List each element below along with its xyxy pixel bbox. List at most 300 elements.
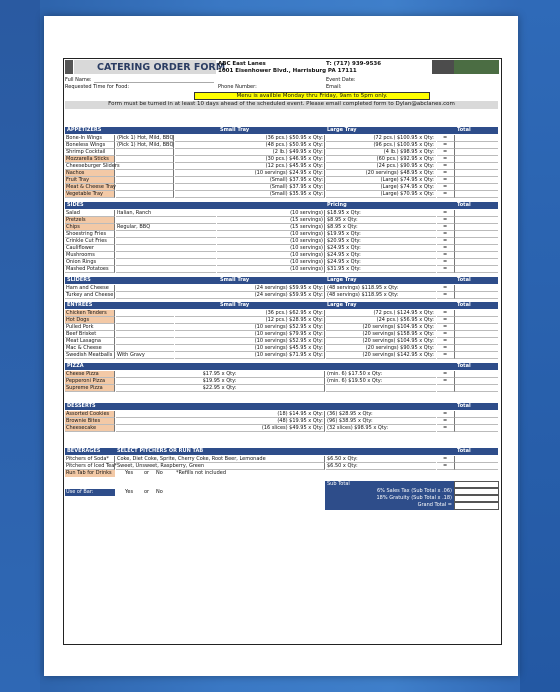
appetizers-col3-header: Large Tray	[327, 127, 357, 133]
sides-price-cell	[326, 259, 436, 266]
run-tab-yes-option: Yes	[125, 470, 134, 476]
desserts-small-value: (48) $19.95 x Qty:	[277, 418, 323, 424]
sides-equals-sign: =	[443, 217, 448, 223]
desserts-large-cell	[326, 411, 436, 418]
entrees-equals-sign: =	[443, 345, 448, 351]
entrees-item-name: Chicken Tenders	[66, 310, 107, 316]
sides-price-value: $24.95 x Qty:	[327, 245, 361, 251]
appetizers-large-cell	[326, 191, 436, 198]
entrees-large-cell	[326, 338, 436, 345]
entrees-opt-cell	[116, 324, 174, 331]
desserts-item-name-cell	[65, 425, 115, 432]
pizza-large-cell	[326, 385, 436, 392]
beverages-opt-cell	[116, 456, 325, 463]
entrees-item-name: Swedish Meatballs	[66, 352, 113, 358]
sides-equals-sign: =	[443, 259, 448, 265]
desserts-equals-sign: =	[443, 425, 448, 431]
appetizers-total-input[interactable]	[455, 142, 498, 149]
section-header-pizza	[65, 363, 498, 370]
sides-opt-cell	[116, 266, 216, 273]
desserts-title: DESSERTS	[67, 403, 96, 409]
grand-total-label: Grand Total =	[417, 502, 452, 508]
sliders-large-cell	[326, 285, 436, 292]
phone-number-label: Phone Number:	[218, 84, 257, 90]
desserts-small-cell	[116, 411, 325, 418]
sides-price-cell	[326, 231, 436, 238]
entrees-equals-cell	[437, 352, 455, 359]
menu-notice-banner	[194, 92, 430, 100]
entrees-item-name-cell	[65, 331, 115, 338]
entrees-equals-cell	[437, 317, 455, 324]
appetizers-equals-cell	[437, 149, 455, 156]
section-header-sides	[65, 202, 498, 209]
sides-price-cell	[326, 210, 436, 217]
background-right	[520, 0, 560, 692]
beverages-row	[65, 463, 498, 470]
entrees-opt-value: With Gravy	[117, 352, 145, 358]
desserts-equals-sign: =	[443, 411, 448, 417]
entrees-equals-cell	[437, 338, 455, 345]
appetizers-equals-cell	[437, 177, 455, 184]
sides-item-name-cell	[65, 252, 115, 259]
appetizers-opt-cell	[116, 170, 174, 177]
appetizers-total-input[interactable]	[455, 135, 498, 142]
appetizers-small-value: (30 pcs.) $46.95 x Qty:	[265, 156, 323, 162]
sides-total-input[interactable]	[455, 266, 498, 273]
desserts-small-cell	[116, 425, 325, 432]
appetizers-equals-cell	[437, 170, 455, 177]
event-date-label: Event Date:	[326, 77, 356, 83]
section-header-beverages	[65, 448, 498, 455]
entrees-item-name: Meat Lasagna	[66, 338, 101, 344]
entrees-item-name: Pulled Pork	[66, 324, 94, 330]
sides-item-name-cell	[65, 224, 115, 231]
sides-item-name-cell	[65, 210, 115, 217]
sides-price-value: $8.95 x Qty:	[327, 217, 358, 223]
pizza-item-name-cell	[65, 371, 115, 378]
entrees-total-input[interactable]	[455, 338, 498, 345]
full-name-label: Full Name:	[65, 77, 92, 83]
appetizers-small-value: (2 lb.) $49.95 x Qty:	[272, 149, 323, 155]
pizza-item-name-cell	[65, 378, 115, 385]
entrees-total-input[interactable]	[455, 345, 498, 352]
desserts-item-name: Assorted Cookies	[66, 411, 110, 417]
pizza-small-cell	[116, 371, 325, 378]
sides-equals-cell	[437, 231, 455, 238]
appetizers-small-cell	[175, 191, 325, 198]
appetizers-equals-cell	[437, 142, 455, 149]
pizza-total-input[interactable]	[455, 371, 498, 378]
sides-serv-value: (15 servings)	[290, 217, 323, 223]
sliders-row	[65, 285, 498, 292]
sides-serv-value: (10 servings)	[290, 252, 323, 258]
sides-opt-cell	[116, 210, 216, 217]
sides-total-input[interactable]	[455, 238, 498, 245]
sides-serv-value: (10 servings)	[290, 238, 323, 244]
totals-label-block	[325, 481, 454, 510]
appetizers-equals-sign: =	[443, 170, 448, 176]
entrees-total-input[interactable]	[455, 310, 498, 317]
appetizers-small-value: (Small) $35.95 x Qty:	[269, 191, 323, 197]
tax-value-field[interactable]	[454, 488, 499, 495]
requested-time-label: Requested Time for Food:	[65, 84, 130, 90]
appetizers-small-value: (10 servings) $24.95 x Qty:	[254, 170, 323, 176]
appetizers-opt-cell	[116, 191, 174, 198]
venue-address: 1001 Eisenhower Blvd., Harrisburg PA 17111	[218, 68, 357, 74]
appetizers-row	[65, 177, 498, 184]
pizza-small-cell	[116, 378, 325, 385]
appetizers-large-cell	[326, 170, 436, 177]
entrees-item-name: Beef Brisket	[66, 331, 97, 337]
sides-price-value: $20.95 x Qty:	[327, 238, 361, 244]
appetizers-large-cell	[326, 163, 436, 170]
appetizers-opt-cell	[116, 142, 174, 149]
pizza-small-cell	[116, 385, 325, 392]
entrees-large-value: (20 servings) $104.95 x Qty:	[362, 324, 434, 330]
venue-name: ABC East Lanes	[218, 61, 266, 67]
sides-total-input[interactable]	[455, 231, 498, 238]
sides-item-name: Pretzels	[66, 217, 86, 223]
sliders-total-input[interactable]	[455, 292, 498, 299]
section-header-entrees	[65, 302, 498, 309]
sliders-small-cell	[116, 292, 325, 299]
desserts-large-value: (36) $28.95 x Qty:	[327, 411, 373, 417]
appetizers-small-cell	[175, 184, 325, 191]
appetizers-row	[65, 156, 498, 163]
appetizers-item-name: Meat & Cheese Tray	[66, 184, 116, 190]
appetizers-item-name: Mozzarella Sticks	[66, 156, 109, 162]
sliders-large-value: (48 servings) $118.95 x Qty:	[327, 285, 399, 291]
sides-opt-value: Italian, Ranch	[117, 210, 152, 216]
entrees-total-header: Total	[457, 302, 471, 308]
header-green-block	[454, 60, 499, 74]
sides-serv-value: (10 servings)	[290, 266, 323, 272]
sides-opt-cell	[116, 252, 216, 259]
entrees-small-cell	[175, 345, 325, 352]
desserts-total-input[interactable]	[455, 411, 498, 418]
appetizers-total-input[interactable]	[455, 177, 498, 184]
sides-price-cell	[326, 252, 436, 259]
appetizers-equals-cell	[437, 135, 455, 142]
pizza-total-input[interactable]	[455, 385, 498, 392]
appetizers-equals-sign: =	[443, 156, 448, 162]
sides-price-value: $24.95 x Qty:	[327, 259, 361, 265]
sides-total-input[interactable]	[455, 245, 498, 252]
sides-item-name-cell	[65, 217, 115, 224]
sides-serv-value: (10 servings)	[290, 231, 323, 237]
beverages-equals-cell	[437, 463, 455, 470]
appetizers-item-name: Nachos	[66, 170, 85, 176]
appetizers-item-name-cell	[65, 170, 115, 177]
appetizers-total-input[interactable]	[455, 184, 498, 191]
sides-opt-cell	[116, 238, 216, 245]
sides-total-input[interactable]	[455, 224, 498, 231]
pizza-total-header: Total	[457, 363, 471, 369]
appetizers-equals-sign: =	[443, 149, 448, 155]
pizza-small-value: $22.95 x Qty:	[202, 385, 237, 391]
advance-notice-banner	[65, 101, 498, 109]
sides-equals-sign: =	[443, 224, 448, 230]
beverages-total-header: Total	[457, 448, 471, 454]
sliders-equals-cell	[437, 292, 455, 299]
appetizers-total-input[interactable]	[455, 156, 498, 163]
appetizers-item-name-cell	[65, 177, 115, 184]
entrees-small-value: (36 pcs.) $62.95 x Qty:	[265, 310, 323, 316]
entrees-large-cell	[326, 324, 436, 331]
header-dark-block-2	[432, 60, 454, 74]
sliders-total-header: Total	[457, 277, 471, 283]
appetizers-opt-value: (Pick 1) Hot, Mild, BBQ	[117, 135, 174, 141]
desserts-equals-cell	[437, 411, 455, 418]
use-of-bar-label-cell	[65, 489, 115, 496]
entrees-equals-cell	[437, 345, 455, 352]
pizza-equals-cell	[437, 385, 455, 392]
desserts-row	[65, 418, 498, 425]
venue-phone: T: (717) 939-9536	[326, 61, 382, 67]
entrees-total-input[interactable]	[455, 352, 498, 359]
entrees-title: ENTREES	[67, 302, 93, 308]
beverages-row	[65, 456, 498, 463]
pizza-large-cell	[326, 371, 436, 378]
appetizers-small-cell	[175, 156, 325, 163]
section-header-sliders	[65, 277, 498, 284]
beverages-opt-value: Sweet, Unsweet, Raspberry, Green	[117, 463, 205, 469]
appetizers-opt-cell	[116, 184, 174, 191]
entrees-large-cell	[326, 310, 436, 317]
sides-item-name: Mashed Potatoes	[66, 266, 109, 272]
appetizers-small-value: (Small) $37.95 x Qty:	[269, 184, 323, 190]
appetizers-small-cell	[175, 163, 325, 170]
full-name-field[interactable]	[94, 82, 214, 83]
sides-row	[65, 217, 498, 224]
sides-item-name: Shoestring Fries	[66, 231, 107, 237]
pizza-item-name: Pepperoni Pizza	[66, 378, 106, 384]
pizza-large-cell	[326, 378, 436, 385]
sides-serv-cell	[217, 252, 325, 259]
beverages-title: BEVERAGES	[67, 448, 101, 454]
pizza-total-input[interactable]	[455, 378, 498, 385]
entrees-large-value: (20 servings) $104.95 x Qty:	[362, 338, 434, 344]
appetizers-item-name-cell	[65, 163, 120, 170]
pizza-small-value: $17.95 x Qty:	[202, 371, 237, 377]
entrees-opt-cell	[116, 352, 174, 359]
appetizers-equals-cell	[437, 184, 455, 191]
sliders-col2-header: Small Tray	[220, 277, 250, 283]
entrees-small-cell	[175, 310, 325, 317]
beverages-price-cell	[326, 463, 436, 470]
section-header-appetizers	[65, 127, 498, 134]
beverages-item-name-cell	[65, 463, 115, 470]
appetizers-small-value: (12 pcs.) $45.95 x Qty:	[265, 163, 323, 169]
sides-row	[65, 210, 498, 217]
sliders-item-name: Turkey and Cheese	[66, 292, 114, 298]
entrees-total-input[interactable]	[455, 317, 498, 324]
appetizers-item-name: Cheeseburger Sliders	[66, 163, 120, 169]
sides-serv-cell	[217, 224, 325, 231]
sides-item-name: Onion Rings	[66, 259, 97, 265]
sides-equals-cell	[437, 210, 455, 217]
entrees-col2-header: Small Tray	[220, 302, 250, 308]
appetizers-total-input[interactable]	[455, 191, 498, 198]
sides-total-input[interactable]	[455, 210, 498, 217]
paper-sheet	[44, 16, 518, 676]
desserts-large-value: (96) $38.95 x Qty:	[327, 418, 373, 424]
sides-price-value: $8.95 x Qty:	[327, 224, 358, 230]
appetizers-large-value: (20 servings) $48.95 x Qty:	[365, 170, 434, 176]
beverages-equals-sign: =	[443, 463, 448, 469]
sides-item-name: Cauliflower	[66, 245, 94, 251]
appetizers-equals-sign: =	[443, 184, 448, 190]
entrees-small-value: (10 servings) $52.95 x Qty:	[254, 338, 323, 344]
appetizers-large-value: (4 lb.) $98.95 x Qty:	[383, 149, 434, 155]
sides-equals-cell	[437, 266, 455, 273]
sliders-equals-sign: =	[443, 292, 448, 298]
entrees-small-value: (12 pcs.) $28.95 x Qty:	[265, 317, 323, 323]
appetizers-total-input[interactable]	[455, 163, 498, 170]
beverages-item-name: Pitchers of Iced Tea*	[66, 463, 117, 469]
sides-serv-value: (15 servings)	[290, 224, 323, 230]
pizza-large-value: (min. 6) $19.50 x Qty:	[327, 378, 383, 384]
sides-serv-cell	[217, 210, 325, 217]
desserts-item-name-cell	[65, 418, 115, 425]
bar-or: or	[144, 489, 150, 495]
appetizers-small-cell	[175, 149, 325, 156]
refills-note: *Refills not included	[176, 470, 227, 476]
appetizers-equals-cell	[437, 163, 455, 170]
entrees-small-value: (10 servings) $52.95 x Qty:	[254, 324, 323, 330]
sides-row	[65, 245, 498, 252]
sides-equals-sign: =	[443, 252, 448, 258]
appetizers-small-cell	[175, 135, 325, 142]
appetizers-item-name: Bone-In Wings	[66, 135, 102, 141]
appetizers-row	[65, 142, 498, 149]
gratuity-value-field[interactable]	[454, 495, 499, 502]
beverages-total-input[interactable]	[455, 456, 498, 463]
sides-item-name-cell	[65, 259, 115, 266]
appetizers-total-input[interactable]	[455, 149, 498, 156]
run-tab-or: or	[144, 470, 150, 476]
entrees-item-name: Mac & Cheese	[66, 345, 102, 351]
entrees-large-cell	[326, 331, 436, 338]
sides-col3-header: Pricing	[327, 202, 347, 208]
menu-notice-text: Menu is availble Monday thru Friday, 9am to 5pm only.	[236, 93, 388, 99]
appetizers-row	[65, 135, 498, 142]
entrees-large-cell	[326, 352, 436, 359]
grand-total-field[interactable]	[454, 502, 499, 510]
desserts-small-cell	[116, 418, 325, 425]
appetizers-large-value: (72 pcs.) $100.95 x Qty:	[373, 135, 434, 141]
sides-serv-cell	[217, 238, 325, 245]
run-tab-label-cell	[65, 470, 115, 477]
entrees-equals-cell	[437, 324, 455, 331]
appetizers-large-value: (Large) $74.95 x Qty:	[380, 184, 434, 190]
sides-row	[65, 252, 498, 259]
pizza-title: PIZZA	[67, 363, 84, 369]
entrees-item-name-cell	[65, 310, 115, 317]
entrees-equals-sign: =	[443, 331, 448, 337]
email-label: Email:	[326, 84, 342, 90]
desserts-item-name-cell	[65, 411, 115, 418]
entrees-total-input[interactable]	[455, 331, 498, 338]
sides-price-value: $24.95 x Qty:	[327, 252, 361, 258]
sliders-equals-cell	[437, 285, 455, 292]
sides-opt-cell	[116, 224, 216, 231]
entrees-small-cell	[175, 317, 325, 324]
appetizers-large-cell	[326, 142, 436, 149]
entrees-opt-cell	[116, 317, 174, 324]
sides-price-value: $19.95 x Qty:	[327, 231, 361, 237]
entrees-large-value: (20 servings) $158.95 x Qty:	[362, 331, 434, 337]
sliders-total-input[interactable]	[455, 285, 498, 292]
appetizers-small-cell	[175, 177, 325, 184]
appetizers-equals-sign: =	[443, 142, 448, 148]
appetizers-large-value: (24 pcs.) $90.95 x Qty:	[376, 163, 434, 169]
title-box	[74, 60, 226, 74]
entrees-small-cell	[175, 324, 325, 331]
desserts-large-cell	[326, 418, 436, 425]
appetizers-opt-cell	[116, 135, 174, 142]
desserts-item-name: Cheesecake	[66, 425, 97, 431]
appetizers-equals-sign: =	[443, 135, 448, 141]
desserts-total-input[interactable]	[455, 418, 498, 425]
pizza-item-name: Supreme Pizza	[66, 385, 103, 391]
appetizers-large-cell	[326, 135, 436, 142]
appetizers-large-value: (Large) $74.95 x Qty:	[380, 177, 434, 183]
beverages-total-input[interactable]	[455, 463, 498, 470]
sliders-large-cell	[326, 292, 436, 299]
appetizers-opt-cell	[116, 149, 174, 156]
appetizers-row	[65, 170, 498, 177]
pizza-small-value: $19.95 x Qty:	[202, 378, 237, 384]
beverages-opt-cell	[116, 463, 325, 470]
sides-item-name-cell	[65, 245, 115, 252]
beverages-price-value: $6.50 x Qty:	[327, 456, 358, 462]
appetizers-item-name-cell	[65, 156, 115, 163]
subtotal-value-field[interactable]	[454, 481, 499, 488]
sides-item-name: Salad	[66, 210, 80, 216]
entrees-small-cell	[175, 331, 325, 338]
sides-item-name: Mushrooms	[66, 252, 95, 258]
entrees-item-name-cell	[65, 324, 115, 331]
appetizers-total-input[interactable]	[455, 170, 498, 177]
entrees-small-value: (10 servings) $79.95 x Qty:	[254, 331, 323, 337]
sliders-large-value: (48 servings) $118.95 x Qty:	[327, 292, 399, 298]
pizza-item-name: Cheese Pizza	[66, 371, 99, 377]
entrees-total-input[interactable]	[455, 324, 498, 331]
run-tab-label: Run Tab for Drinks	[66, 470, 112, 476]
sides-price-cell	[326, 238, 436, 245]
desserts-small-value: (18) $14.95 x Qty:	[277, 411, 323, 417]
entrees-row	[65, 352, 498, 359]
sides-total-input[interactable]	[455, 259, 498, 266]
desserts-total-input[interactable]	[455, 425, 498, 432]
sides-total-input[interactable]	[455, 217, 498, 224]
appetizers-col2-header: Small Tray	[220, 127, 250, 133]
entrees-opt-cell	[116, 331, 174, 338]
entrees-opt-cell	[116, 310, 174, 317]
appetizers-item-name-cell	[65, 149, 115, 156]
entrees-equals-cell	[437, 310, 455, 317]
appetizers-opt-value: (Pick 1) Hot, Mild, BBQ	[117, 142, 174, 148]
entrees-item-name: Hot Dogs	[66, 317, 90, 323]
pizza-row	[65, 371, 498, 378]
entrees-large-value: (24 pcs.) $56.95 x Qty:	[376, 317, 434, 323]
appetizers-item-name: Shrimp Cocktail	[66, 149, 106, 155]
appetizers-title: APPETIZERS	[67, 127, 102, 133]
sides-total-input[interactable]	[455, 252, 498, 259]
pizza-equals-sign: =	[443, 378, 448, 384]
sides-item-name-cell	[65, 266, 115, 273]
